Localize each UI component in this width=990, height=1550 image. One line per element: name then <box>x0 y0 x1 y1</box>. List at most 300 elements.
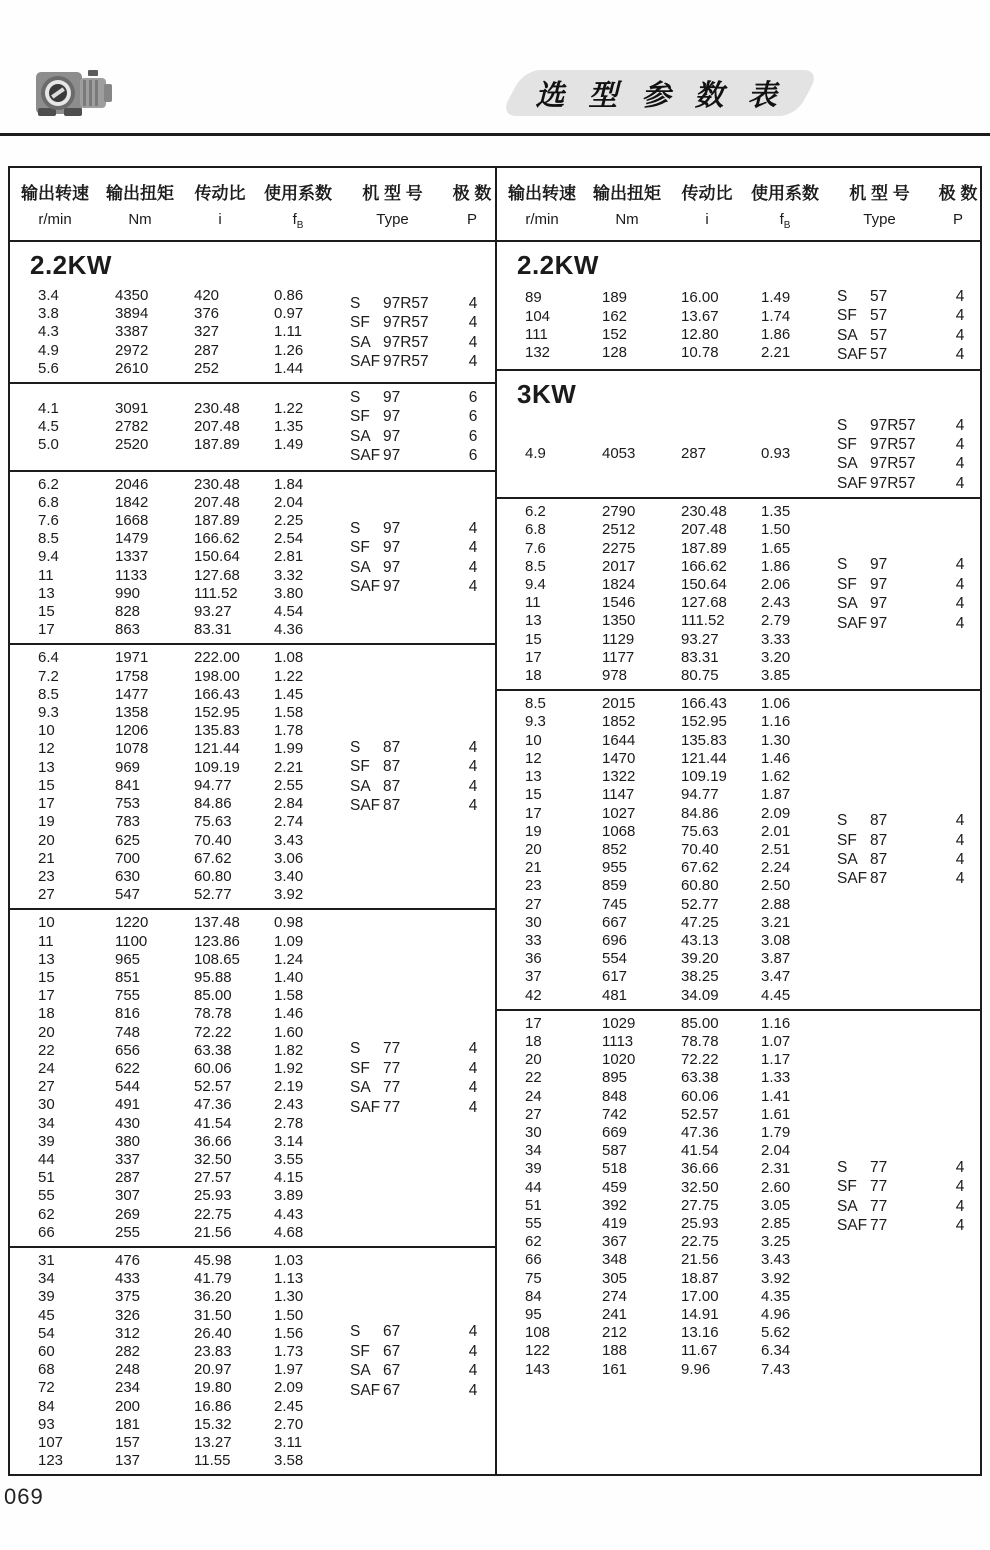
cell-value: 10.78 <box>681 344 719 362</box>
type-prefix: SA <box>837 1197 858 1215</box>
cell-value: 4.68 <box>274 1223 304 1241</box>
type-poles: 4 <box>468 1079 478 1097</box>
cell-value: 21 <box>38 849 55 867</box>
type-name <box>336 757 450 776</box>
cell-value: 2.24 <box>761 859 791 877</box>
cell-value: 367 <box>602 1233 628 1251</box>
cell-value: 21.56 <box>194 1223 232 1241</box>
table-right-half <box>495 168 980 1474</box>
type-model: 97 <box>383 427 401 445</box>
column-header-unit: r/min <box>525 211 559 228</box>
table-row <box>497 1233 823 1251</box>
cell-value: 23.83 <box>194 1342 232 1360</box>
cell-value: 748 <box>115 1023 141 1041</box>
cell-value: 3.8 <box>38 305 59 323</box>
table-row <box>10 969 336 987</box>
cell-value: 66 <box>525 1251 542 1269</box>
table-row <box>497 750 823 768</box>
type-model: 97 <box>383 519 401 537</box>
cell-value: 84 <box>38 1397 55 1415</box>
table-row <box>10 649 336 667</box>
type-poles: 4 <box>955 326 965 344</box>
type-name <box>336 577 450 596</box>
type-row <box>336 1322 496 1341</box>
table-row <box>10 1307 336 1325</box>
cell-value: 828 <box>115 603 141 621</box>
cell-value: 1758 <box>115 667 149 685</box>
data-block <box>10 382 495 470</box>
cell-value: 4.96 <box>761 1305 791 1323</box>
data-block <box>10 908 495 1246</box>
type-model: 97R57 <box>383 314 429 332</box>
type-name <box>336 796 450 815</box>
cell-value: 20 <box>525 1051 542 1069</box>
cell-value: 150.64 <box>194 548 240 566</box>
cell-value: 1477 <box>115 685 149 703</box>
cell-value: 2.31 <box>761 1160 791 1178</box>
type-list <box>336 1039 496 1117</box>
cell-value: 21.56 <box>681 1251 719 1269</box>
cell-value: 20 <box>38 1023 55 1041</box>
cell-value: 20 <box>38 831 55 849</box>
type-list <box>823 555 983 633</box>
column-header <box>180 179 260 231</box>
cell-value: 2.43 <box>274 1096 304 1114</box>
type-prefix: S <box>350 1323 361 1341</box>
type-model: 77 <box>383 1040 401 1058</box>
table-row <box>497 1342 823 1360</box>
type-list <box>336 738 496 816</box>
type-row <box>336 333 496 352</box>
cell-value: 1.46 <box>761 749 791 767</box>
type-list <box>336 294 496 372</box>
type-name <box>823 474 937 493</box>
column-header-unit: $f_B$ <box>292 211 304 231</box>
type-prefix: SA <box>837 326 858 344</box>
type-prefix: SAF <box>350 577 381 595</box>
type-row <box>336 577 496 596</box>
table-row <box>10 1343 336 1361</box>
cell-value: 8.5 <box>525 557 546 575</box>
cell-value: 19 <box>38 813 55 831</box>
type-poles: 4 <box>955 1217 965 1235</box>
cell-value: 95 <box>525 1305 542 1323</box>
cell-value: 84.86 <box>681 804 719 822</box>
type-model: 97R57 <box>870 416 916 434</box>
cell-value: 376 <box>194 305 220 323</box>
table-row <box>497 1069 823 1087</box>
cell-value: 60 <box>38 1342 55 1360</box>
cell-value: 5.62 <box>761 1324 791 1342</box>
cell-value: 1100 <box>115 932 148 950</box>
type-row <box>336 1342 496 1361</box>
type-row <box>823 435 983 454</box>
type-row <box>823 416 983 435</box>
type-poles: 4 <box>955 1178 965 1196</box>
type-row <box>823 850 983 869</box>
type-poles: 4 <box>468 314 478 332</box>
cell-value: 45.98 <box>194 1251 232 1269</box>
type-prefix: SAF <box>350 1381 381 1399</box>
cell-value: 161 <box>602 1360 628 1378</box>
type-prefix: S <box>837 556 848 574</box>
type-poles: 4 <box>955 288 965 305</box>
cell-value: 241 <box>602 1305 628 1323</box>
cell-value: 1644 <box>602 731 636 749</box>
table-row <box>497 558 823 576</box>
cell-value: 1027 <box>602 804 636 822</box>
cell-value: 282 <box>115 1342 141 1360</box>
data-rows <box>10 1252 336 1470</box>
type-poles: 4 <box>468 1098 478 1116</box>
cell-value: 4.9 <box>525 445 546 463</box>
cell-value: 1129 <box>602 630 635 648</box>
cell-value: 234 <box>115 1379 141 1397</box>
type-row <box>336 446 496 465</box>
cell-value: 12 <box>525 749 542 767</box>
table-row <box>10 1060 336 1078</box>
cell-value: 52.77 <box>194 886 232 904</box>
cell-value: 700 <box>115 849 141 867</box>
cell-value: 669 <box>602 1123 628 1141</box>
cell-value: 696 <box>602 931 628 949</box>
table-row <box>10 1133 336 1151</box>
cell-value: 851 <box>115 968 141 986</box>
cell-value: 162 <box>602 307 628 325</box>
cell-value: 8.5 <box>38 685 59 703</box>
cell-value: 3894 <box>115 305 149 323</box>
cell-value: 187.89 <box>194 512 240 530</box>
cell-value: 13.27 <box>194 1434 232 1451</box>
type-row <box>823 345 983 364</box>
type-name <box>336 446 450 465</box>
table-row <box>10 400 336 418</box>
cell-value: 1852 <box>602 713 636 731</box>
type-poles: 4 <box>955 556 965 574</box>
type-name <box>823 811 937 830</box>
type-row <box>336 558 496 577</box>
table-row <box>497 1361 823 1379</box>
cell-value: 2790 <box>602 503 636 521</box>
cell-value: 1113 <box>602 1032 634 1050</box>
table-row <box>497 805 823 823</box>
cell-value: 189 <box>602 289 628 307</box>
type-model: 97 <box>383 558 401 576</box>
table-row <box>10 1398 336 1416</box>
data-block <box>10 470 495 644</box>
type-model: 97 <box>383 577 401 595</box>
type-name <box>823 287 937 306</box>
cell-value: 978 <box>602 667 628 685</box>
gearmotor-logo-image <box>28 60 122 128</box>
type-row <box>336 796 496 815</box>
table-row <box>10 686 336 704</box>
power-section <box>497 369 980 1383</box>
cell-value: 8.5 <box>38 530 59 548</box>
cell-value: 248 <box>115 1361 141 1379</box>
cell-value: 2.21 <box>761 344 791 362</box>
cell-value: 287 <box>115 1169 141 1187</box>
cell-value: 433 <box>115 1270 141 1288</box>
cell-value: 1.17 <box>761 1051 791 1069</box>
cell-value: 547 <box>115 886 141 904</box>
cell-value: 63.38 <box>194 1041 232 1059</box>
cell-value: 16.00 <box>681 289 719 307</box>
type-name <box>336 388 450 407</box>
type-row <box>336 388 496 407</box>
cell-value: 1.58 <box>274 704 304 722</box>
cell-value: 55 <box>525 1214 542 1232</box>
table-row <box>497 1124 823 1142</box>
cell-value: 198.00 <box>194 667 240 685</box>
type-name <box>823 416 937 435</box>
table-header-row <box>10 168 495 242</box>
cell-value: 1078 <box>115 740 149 758</box>
table-row <box>10 305 336 323</box>
cell-value: 1020 <box>602 1051 636 1069</box>
type-prefix: SAF <box>837 1217 868 1235</box>
type-poles: 4 <box>468 539 478 557</box>
cell-value: 21 <box>525 859 542 877</box>
cell-value: 1.11 <box>274 323 303 341</box>
cell-value: 166.62 <box>194 530 240 548</box>
cell-value: 26.40 <box>194 1324 232 1342</box>
table-row <box>497 695 823 713</box>
cell-value: 3.20 <box>761 648 791 666</box>
data-block <box>497 283 980 369</box>
type-prefix: SF <box>350 1342 370 1360</box>
cell-value: 965 <box>115 950 141 968</box>
type-model: 77 <box>870 1197 888 1215</box>
cell-value: 187.89 <box>681 539 727 557</box>
cell-value: 2.09 <box>761 804 791 822</box>
cell-value: 3.55 <box>274 1150 304 1168</box>
cell-value: 1.22 <box>274 399 304 417</box>
cell-value: 3.89 <box>274 1187 304 1205</box>
table-row <box>10 777 336 795</box>
table-row <box>497 823 823 841</box>
cell-value: 4.36 <box>274 621 304 639</box>
cell-value: 969 <box>115 758 141 776</box>
type-row <box>336 1059 496 1078</box>
table-row <box>10 759 336 777</box>
type-row <box>336 313 496 332</box>
column-header-zh: 使用系数 <box>751 184 819 203</box>
type-model: 97 <box>383 539 401 557</box>
cell-value: 1.87 <box>761 786 791 804</box>
cell-value: 44 <box>38 1150 55 1168</box>
type-name <box>823 454 937 473</box>
type-row <box>823 594 983 613</box>
cell-value: 181 <box>115 1415 141 1433</box>
cell-value: 1.30 <box>761 731 791 749</box>
data-block <box>497 497 980 689</box>
cell-value: 4053 <box>602 445 636 463</box>
column-header-unit: i <box>705 211 709 228</box>
type-poles: 6 <box>468 447 478 465</box>
cell-value: 10 <box>38 722 55 740</box>
cell-value: 188 <box>602 1342 628 1360</box>
cell-value: 2.60 <box>761 1178 791 1196</box>
cell-value: 44 <box>525 1178 542 1196</box>
cell-value: 1.03 <box>274 1251 304 1269</box>
cell-value: 1.24 <box>274 950 304 968</box>
column-header <box>747 179 823 231</box>
cell-value: 5.6 <box>38 359 59 377</box>
cell-value: 1.79 <box>761 1123 791 1141</box>
type-prefix: SF <box>837 436 857 454</box>
cell-value: 1.62 <box>761 768 791 786</box>
cell-value: 859 <box>602 877 628 895</box>
table-row <box>10 436 336 454</box>
column-header-zh: 输出扭矩 <box>593 184 661 203</box>
type-row <box>336 1361 496 1380</box>
cell-value: 52.57 <box>194 1078 232 1096</box>
type-prefix: S <box>837 288 848 305</box>
type-row <box>336 777 496 796</box>
cell-value: 2.85 <box>761 1214 791 1232</box>
table-row <box>497 576 823 594</box>
cell-value: 2.54 <box>274 530 304 548</box>
cell-value: 132 <box>525 344 551 362</box>
cell-value: 1.65 <box>761 539 791 557</box>
table-row <box>10 567 336 585</box>
type-model: 97 <box>383 447 401 465</box>
type-row <box>823 1216 983 1235</box>
cell-value: 123 <box>38 1452 64 1470</box>
cell-value: 1177 <box>602 648 635 666</box>
cell-value: 1479 <box>115 530 149 548</box>
cell-value: 1.26 <box>274 341 304 359</box>
cell-value: 3.58 <box>274 1452 304 1470</box>
cell-value: 212 <box>602 1324 628 1342</box>
cell-value: 108 <box>525 1324 551 1342</box>
table-row <box>10 832 336 850</box>
type-prefix: SA <box>350 427 371 445</box>
cell-value: 67.62 <box>681 859 719 877</box>
type-model: 97 <box>870 556 888 574</box>
cell-value: 34 <box>525 1142 542 1160</box>
type-row <box>823 614 983 633</box>
table-row <box>10 1206 336 1224</box>
cell-value: 2.84 <box>274 795 304 813</box>
cell-value: 0.93 <box>761 445 791 463</box>
cell-value: 6.8 <box>525 521 546 539</box>
type-name <box>336 407 450 426</box>
cell-value: 1.22 <box>274 667 304 685</box>
cell-value: 1358 <box>115 704 149 722</box>
data-block <box>497 689 980 1008</box>
column-header <box>587 179 667 231</box>
cell-value: 11.55 <box>194 1452 231 1470</box>
table-row <box>10 1434 336 1452</box>
cell-value: 34 <box>38 1270 55 1288</box>
cell-value: 2017 <box>602 557 636 575</box>
cell-value: 783 <box>115 813 141 831</box>
type-prefix: SF <box>837 307 857 325</box>
table-row <box>10 1252 336 1270</box>
type-row <box>823 831 983 850</box>
cell-value: 60.06 <box>681 1087 719 1105</box>
cell-value: 2.04 <box>274 493 304 511</box>
cell-value: 36.66 <box>194 1132 232 1150</box>
cell-value: 753 <box>115 795 141 813</box>
type-poles: 6 <box>468 408 478 426</box>
cell-value: 6.2 <box>38 475 59 493</box>
cell-value: 143 <box>525 1360 551 1378</box>
column-header-zh: 输出扭矩 <box>106 184 174 203</box>
type-prefix: SAF <box>350 1098 381 1116</box>
cell-value: 67.62 <box>194 849 232 867</box>
cell-value: 990 <box>115 584 141 602</box>
table-row <box>10 722 336 740</box>
cell-value: 1.09 <box>274 932 304 950</box>
cell-value: 2.19 <box>274 1078 304 1096</box>
cell-value: 84.86 <box>194 795 232 813</box>
table-row <box>497 987 823 1005</box>
cell-value: 45 <box>38 1306 55 1324</box>
cell-value: 1470 <box>602 749 636 767</box>
cell-value: 230.48 <box>194 399 240 417</box>
type-name <box>823 1216 937 1235</box>
type-model: 87 <box>383 777 401 795</box>
cell-value: 41.79 <box>194 1270 232 1288</box>
table-row <box>10 704 336 722</box>
cell-value: 816 <box>115 1005 141 1023</box>
type-model: 57 <box>870 326 888 344</box>
cell-value: 34.09 <box>681 986 719 1004</box>
cell-value: 72 <box>38 1379 55 1397</box>
cell-value: 7.6 <box>525 539 546 557</box>
data-block <box>10 1246 495 1474</box>
cell-value: 4.5 <box>38 417 59 435</box>
cell-value: 127.68 <box>194 566 240 584</box>
cell-value: 1546 <box>602 594 636 612</box>
cell-value: 85.00 <box>194 987 232 1005</box>
cell-value: 23 <box>38 867 55 885</box>
cell-value: 23 <box>525 877 542 895</box>
power-rating-heading: 2.2KW <box>517 250 599 280</box>
cell-value: 27 <box>38 886 55 904</box>
cell-value: 7.43 <box>761 1360 791 1378</box>
cell-value: 326 <box>115 1306 141 1324</box>
cell-value: 1147 <box>602 786 635 804</box>
cell-value: 3.43 <box>761 1251 791 1269</box>
cell-value: 20.97 <box>194 1361 232 1379</box>
type-row <box>336 294 496 313</box>
type-prefix: S <box>837 812 848 830</box>
cell-value: 1.08 <box>274 649 304 667</box>
table-row <box>10 850 336 868</box>
cell-value: 107 <box>38 1434 64 1451</box>
column-header-unit: P <box>466 211 477 228</box>
type-poles: 4 <box>955 575 965 593</box>
table-row <box>497 1251 823 1269</box>
column-header-zh: 极 数 <box>938 184 978 203</box>
type-model: 77 <box>383 1079 401 1097</box>
cell-value: 1.99 <box>274 740 304 758</box>
column-header-zh: 使用系数 <box>264 184 332 203</box>
type-name <box>823 614 937 633</box>
cell-value: 459 <box>602 1178 628 1196</box>
type-name <box>823 345 937 364</box>
type-model: 97R57 <box>870 436 916 454</box>
column-header <box>100 179 180 231</box>
cell-value: 312 <box>115 1324 141 1342</box>
type-model: 97R57 <box>870 455 916 473</box>
type-model: 97 <box>870 595 888 613</box>
cell-value: 1.16 <box>761 713 791 731</box>
